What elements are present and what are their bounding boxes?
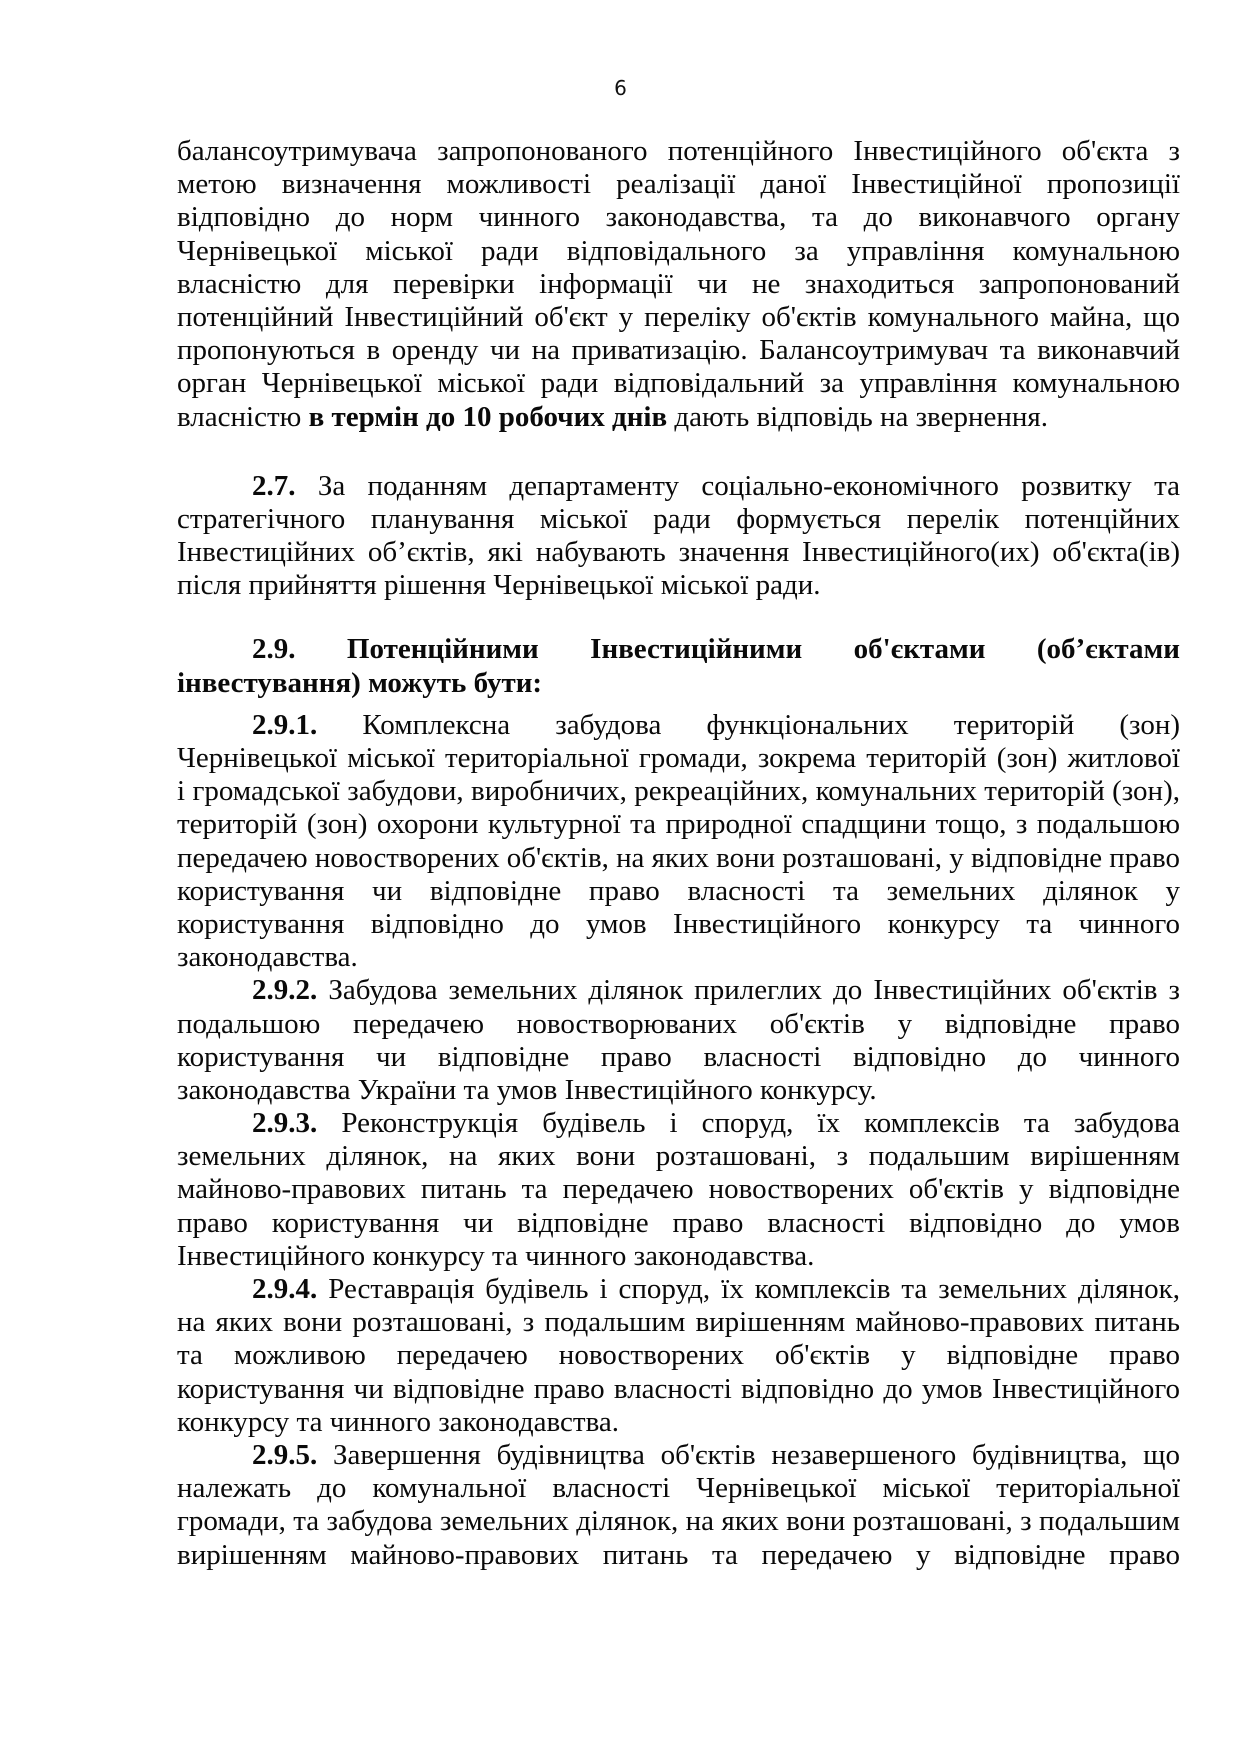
text-run: належать до комунальної власності Чернівецької міської територіальної xyxy=(177,1472,1180,1505)
text-line xyxy=(177,775,1180,808)
text-run: Чернівецької міської територіальної громади, зокрема територій (зон) житлової xyxy=(177,742,1180,774)
text-line xyxy=(177,1539,1180,1572)
text-line xyxy=(177,1240,1180,1273)
text-line xyxy=(177,1140,1180,1173)
text-line xyxy=(177,1306,1180,1339)
text-run: територій (зон) охорони культурної та природної спадщини тощо, з подальшою xyxy=(177,808,1180,841)
text-line xyxy=(177,941,1180,974)
text-line xyxy=(177,633,1180,666)
text-run: громади, та забудова земельних ділянок, на яких вони розташовані, з подальшим xyxy=(177,1505,1180,1538)
text-line xyxy=(177,1041,1180,1074)
text-run: користування чи відповідне право власності відповідно до умов Інвестиційного xyxy=(177,1372,1180,1405)
text-line xyxy=(177,1472,1180,1505)
text-line xyxy=(177,742,1180,775)
text-run: дають відповідь на звернення. xyxy=(667,400,1048,433)
bold-text: інвестування) можуть бути: xyxy=(177,666,543,699)
text-run: майново-правових питань та передачею новостворених об'єктів у відповідне xyxy=(177,1173,1180,1206)
text-line xyxy=(177,908,1180,941)
text-line xyxy=(177,569,1180,602)
text-run: потенційний Інвестиційний об'єкт у переліку об'єктів комунального майна, що xyxy=(177,300,1180,333)
text-run: законодавства. xyxy=(177,941,358,974)
text-run: орган Чернівецької міської ради відповідальний за управління комунальною xyxy=(177,367,1180,400)
text-line xyxy=(177,1339,1180,1372)
text-line xyxy=(177,536,1180,569)
paragraph-spacer xyxy=(177,602,1180,633)
text-run: Завершення будівництва об'єктів незавершеного будівництва, що xyxy=(317,1438,1180,1471)
text-line xyxy=(177,1406,1180,1439)
text-line xyxy=(177,470,1180,503)
text-run: користування відповідно до умов Інвестиційного конкурсу та чинного xyxy=(177,907,1180,940)
text-line xyxy=(177,842,1180,875)
text-run: власністю xyxy=(177,400,309,433)
text-line xyxy=(177,334,1180,367)
text-line xyxy=(177,1173,1180,1206)
bold-text: 2.9.3. xyxy=(252,1107,318,1140)
text-run: подальшою передачею новостворюваних об'єктів у відповідне право xyxy=(177,1007,1180,1040)
text-line xyxy=(177,1207,1180,1240)
text-run: і громадської забудови, виробничих, рекреаційних, комунальних територій (зон), xyxy=(177,775,1180,808)
text-line xyxy=(177,268,1180,301)
text-line xyxy=(177,1439,1180,1472)
text-line xyxy=(177,1273,1180,1306)
text-run: Інвестиційних об’єктів, які набувають значення Інвестиційного(их) об'єкта(ів) xyxy=(177,536,1180,569)
text-run: вирішенням майново-правових питань та передачею у відповідне право xyxy=(177,1538,1180,1571)
text-line xyxy=(177,1373,1180,1406)
text-line xyxy=(177,1107,1180,1140)
bold-text: 2.7. xyxy=(252,469,296,502)
text-line xyxy=(177,808,1180,841)
bold-text: 2.9.5. xyxy=(252,1438,318,1471)
paragraph-section-2-9-1 xyxy=(177,709,1180,975)
text-run: балансоутримувача запропонованого потенційного Інвестиційного об'єкта з xyxy=(177,135,1180,167)
bold-text: 2.9. Потенційними Інвестиційними об'єктами (об’єктами xyxy=(252,633,1180,666)
text-run: власністю для перевірки інформації чи не знаходиться запропонований xyxy=(177,267,1180,300)
text-line xyxy=(177,1008,1180,1041)
page-number: 6 xyxy=(614,76,627,100)
text-run: Реконструкція будівель і споруд, їх комплексів та забудова xyxy=(317,1107,1180,1140)
paragraph-intro-continued xyxy=(177,135,1180,434)
text-run: після прийняття рішення Чернівецької міської ради. xyxy=(177,569,821,602)
text-run: Інвестиційного конкурсу та чинного законодавства. xyxy=(177,1239,815,1272)
text-line xyxy=(177,709,1180,742)
text-line xyxy=(177,367,1180,400)
bold-text: 2.9.1. xyxy=(252,708,318,741)
paragraph-spacer xyxy=(177,700,1180,709)
text-run: користування чи відповідне право власності відповідно до чинного xyxy=(177,1040,1180,1073)
paragraph-section-2-9-4 xyxy=(177,1273,1180,1439)
text-run: право користування чи відповідне право власності відповідно до умов xyxy=(177,1206,1180,1239)
paragraph-section-2-9-3 xyxy=(177,1107,1180,1273)
text-run: За поданням департаменту соціально-економічного розвитку та xyxy=(295,469,1180,502)
paragraph-section-2-9-2 xyxy=(177,974,1180,1107)
paragraph-section-2-7 xyxy=(177,470,1180,603)
text-line xyxy=(177,135,1180,168)
paragraph-section-2-9 xyxy=(177,633,1180,699)
text-line xyxy=(177,667,1180,700)
text-run: Забудова земельних ділянок прилеглих до Інвестиційних об'єктів з xyxy=(317,974,1180,1007)
text-run: передачею новостворених об'єктів, на яких вони розташовані, у відповідне право xyxy=(177,841,1180,874)
text-run: Реставрація будівель і споруд, їх комплексів та земельних ділянок, xyxy=(317,1273,1180,1305)
text-run: метою визначення можливості реалізації даної Інвестиційної пропозиції xyxy=(177,168,1180,201)
text-line xyxy=(177,235,1180,268)
text-line xyxy=(177,503,1180,536)
text-run: відповідно до норм чинного законодавства, та до виконавчого органу xyxy=(177,201,1180,234)
text-line xyxy=(177,1505,1180,1538)
bold-text: в термін до 10 робочих днів xyxy=(308,400,668,433)
text-line xyxy=(177,974,1180,1007)
text-run: Комплексна забудова функціональних територій (зон) xyxy=(317,708,1180,741)
text-run: користування чи відповідне право власності та земельних ділянок у xyxy=(177,874,1180,907)
paragraph-section-2-9-5 xyxy=(177,1439,1180,1572)
document-body xyxy=(177,135,1180,1572)
text-line xyxy=(177,1074,1180,1107)
text-run: пропонуються в оренду чи на приватизацію. Балансоутримувач та виконавчий xyxy=(177,334,1180,367)
text-run: законодавства України та умов Інвестиційного конкурсу. xyxy=(177,1073,877,1106)
text-run: стратегічного планування міської ради формується перелік потенційних xyxy=(177,502,1180,535)
bold-text: 2.9.4. xyxy=(252,1273,318,1305)
text-line xyxy=(177,401,1180,434)
text-line xyxy=(177,201,1180,234)
text-run: Чернівецької міської ради відповідального за управління комунальною xyxy=(177,234,1180,267)
paragraph-spacer xyxy=(177,434,1180,470)
bold-text: 2.9.2. xyxy=(252,974,318,1007)
text-run: на яких вони розташовані, з подальшим вирішенням майново-правових питань xyxy=(177,1306,1180,1339)
text-line xyxy=(177,301,1180,334)
text-run: конкурсу та чинного законодавства. xyxy=(177,1405,620,1438)
text-run: земельних ділянок, на яких вони розташовані, з подальшим вирішенням xyxy=(177,1140,1180,1173)
text-run: та можливою передачею новостворених об'єктів у відповідне право xyxy=(177,1339,1180,1372)
text-line xyxy=(177,875,1180,908)
text-line xyxy=(177,168,1180,201)
